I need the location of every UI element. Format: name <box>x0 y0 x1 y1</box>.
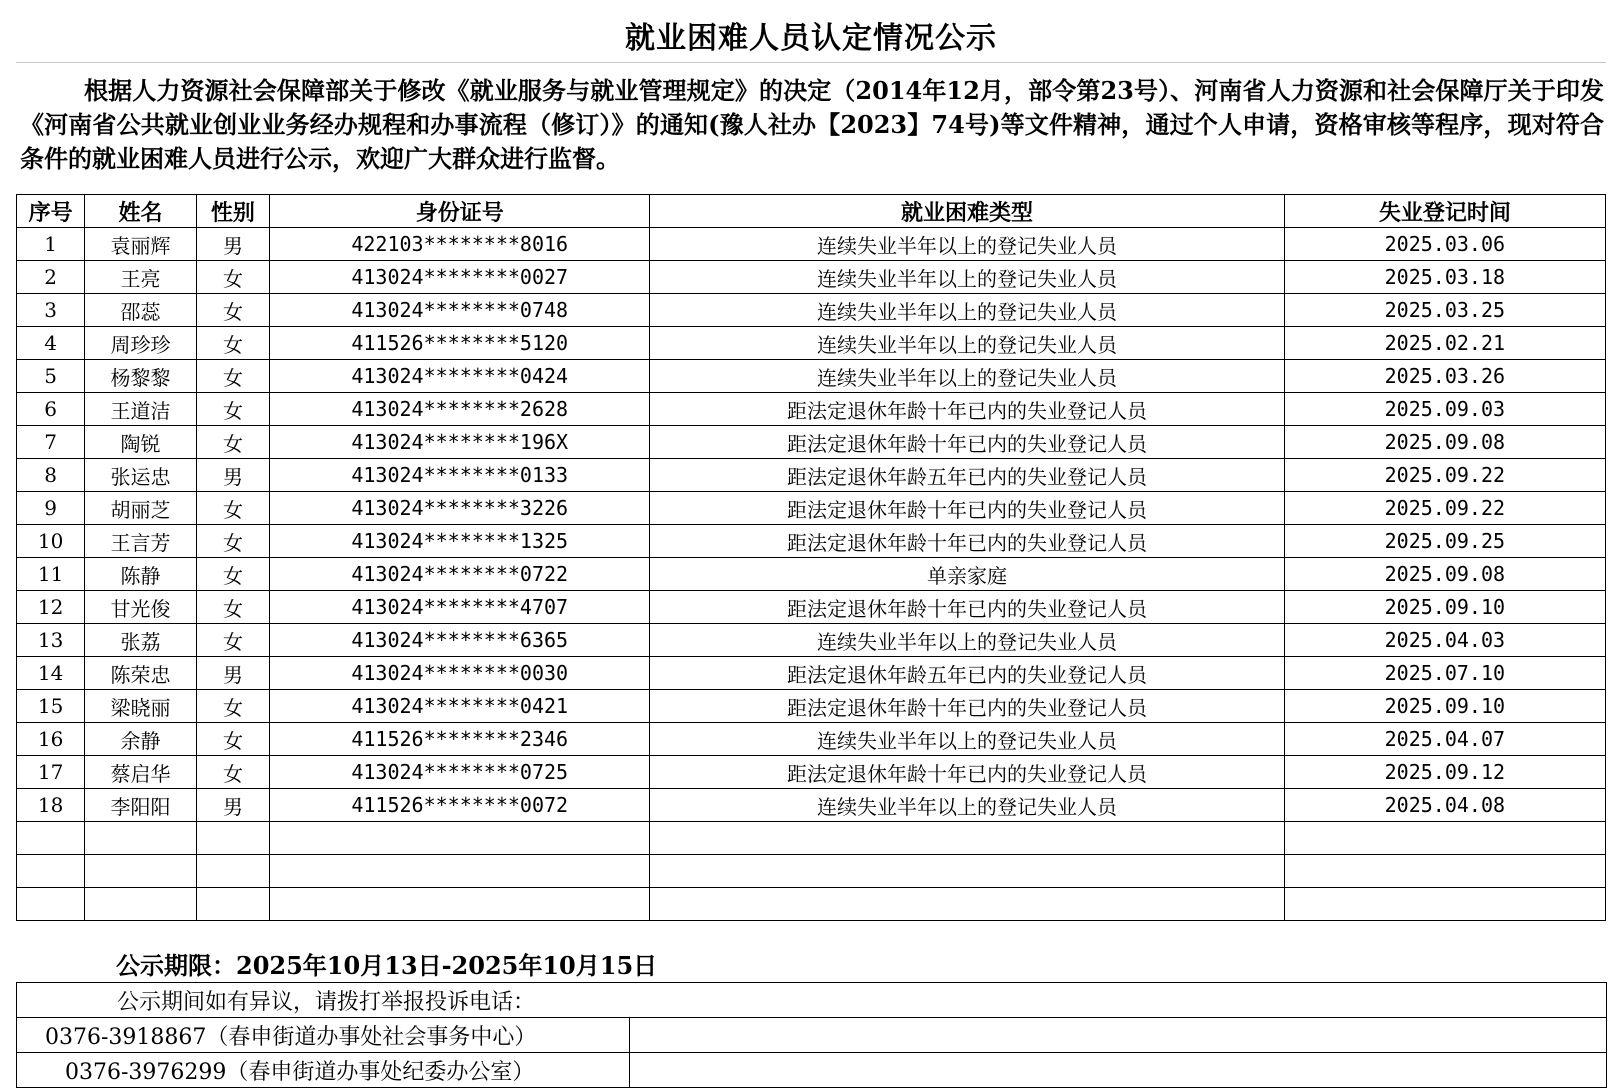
cell-gender: 女 <box>196 426 269 459</box>
cell-id-number: 411526********0072 <box>270 789 650 822</box>
table-row <box>17 492 1606 525</box>
empty-cell <box>17 822 85 855</box>
table-row <box>17 756 1606 789</box>
phone-row <box>17 1053 1607 1088</box>
header-index: 序号 <box>17 195 85 228</box>
table-row <box>17 525 1606 558</box>
cell-registration-date: 2025.04.03 <box>1284 624 1605 657</box>
cell-name: 邵蕊 <box>85 294 197 327</box>
empty-cell <box>270 888 650 921</box>
empty-cell <box>196 888 269 921</box>
empty-table-row <box>17 822 1606 855</box>
cell-difficulty-type: 距法定退休年龄十年已内的失业登记人员 <box>650 525 1284 558</box>
cell-difficulty-type: 连续失业半年以上的登记失业人员 <box>650 261 1284 294</box>
empty-cell <box>85 888 197 921</box>
cell-index: 8 <box>17 459 85 492</box>
empty-cell <box>17 888 85 921</box>
cell-name: 王言芳 <box>85 525 197 558</box>
cell-difficulty-type: 连续失业半年以上的登记失业人员 <box>650 360 1284 393</box>
cell-gender: 女 <box>196 294 269 327</box>
cell-id-number: 413024********0027 <box>270 261 650 294</box>
cell-difficulty-type: 单亲家庭 <box>650 558 1284 591</box>
cell-gender: 女 <box>196 756 269 789</box>
cell-difficulty-type: 连续失业半年以上的登记失业人员 <box>650 624 1284 657</box>
cell-registration-date: 2025.03.26 <box>1284 360 1605 393</box>
empty-cell <box>650 888 1284 921</box>
cell-gender: 男 <box>196 657 269 690</box>
phone-row <box>17 1018 1607 1053</box>
table-row <box>17 459 1606 492</box>
header-difficulty-type: 就业困难类型 <box>650 195 1284 228</box>
complaint-label: 公示期间如有异议，请拨打举报投诉电话： <box>17 983 1607 1018</box>
empty-cell <box>650 855 1284 888</box>
phone-social-affairs: 0376-3918867（春申街道办事处社会事务中心） <box>17 1018 630 1053</box>
cell-id-number: 413024********196X <box>270 426 650 459</box>
cell-difficulty-type: 连续失业半年以上的登记失业人员 <box>650 789 1284 822</box>
cell-registration-date: 2025.03.06 <box>1284 228 1605 261</box>
table-row <box>17 327 1606 360</box>
empty-cell <box>270 855 650 888</box>
cell-gender: 女 <box>196 492 269 525</box>
cell-gender: 女 <box>196 261 269 294</box>
cell-name: 张荔 <box>85 624 197 657</box>
cell-index: 11 <box>17 558 85 591</box>
cell-id-number: 411526********5120 <box>270 327 650 360</box>
cell-name: 甘光俊 <box>85 591 197 624</box>
empty-cell <box>196 822 269 855</box>
empty-cell <box>196 855 269 888</box>
cell-index: 9 <box>17 492 85 525</box>
cell-registration-date: 2025.09.12 <box>1284 756 1605 789</box>
cell-registration-date: 2025.09.22 <box>1284 492 1605 525</box>
table-row <box>17 591 1606 624</box>
table-row <box>17 393 1606 426</box>
cell-index: 18 <box>17 789 85 822</box>
cell-index: 7 <box>17 426 85 459</box>
cell-id-number: 413024********0424 <box>270 360 650 393</box>
empty-cell <box>85 855 197 888</box>
cell-difficulty-type: 距法定退休年龄十年已内的失业登记人员 <box>650 591 1284 624</box>
cell-difficulty-type: 距法定退休年龄十年已内的失业登记人员 <box>650 426 1284 459</box>
empty-table-row <box>17 855 1606 888</box>
cell-index: 4 <box>17 327 85 360</box>
cell-id-number: 413024********0030 <box>270 657 650 690</box>
empty-cell <box>1284 822 1605 855</box>
header-name: 姓名 <box>85 195 197 228</box>
cell-registration-date: 2025.09.25 <box>1284 525 1605 558</box>
cell-id-number: 413024********1325 <box>270 525 650 558</box>
phone-row-blank <box>630 1053 1607 1088</box>
table-row <box>17 723 1606 756</box>
cell-difficulty-type: 距法定退休年龄十年已内的失业登记人员 <box>650 690 1284 723</box>
cell-gender: 女 <box>196 723 269 756</box>
cell-gender: 女 <box>196 624 269 657</box>
cell-difficulty-type: 连续失业半年以上的登记失业人员 <box>650 294 1284 327</box>
cell-registration-date: 2025.04.08 <box>1284 789 1605 822</box>
cell-index: 5 <box>17 360 85 393</box>
cell-difficulty-type: 距法定退休年龄十年已内的失业登记人员 <box>650 756 1284 789</box>
table-row <box>17 558 1606 591</box>
table-header-row <box>17 195 1606 228</box>
cell-index: 15 <box>17 690 85 723</box>
cell-name: 王亮 <box>85 261 197 294</box>
table-body <box>17 228 1606 921</box>
page-title: 就业困难人员认定情况公示 <box>16 16 1606 63</box>
cell-gender: 女 <box>196 393 269 426</box>
cell-name: 王道洁 <box>85 393 197 426</box>
cell-name: 袁丽辉 <box>85 228 197 261</box>
cell-name: 蔡启华 <box>85 756 197 789</box>
header-registration-date: 失业登记时间 <box>1284 195 1605 228</box>
complaint-label-row <box>17 983 1607 1018</box>
cell-id-number: 422103********8016 <box>270 228 650 261</box>
cell-index: 2 <box>17 261 85 294</box>
cell-index: 13 <box>17 624 85 657</box>
cell-name: 梁晓丽 <box>85 690 197 723</box>
cell-difficulty-type: 连续失业半年以上的登记失业人员 <box>650 228 1284 261</box>
cell-index: 6 <box>17 393 85 426</box>
cell-id-number: 413024********4707 <box>270 591 650 624</box>
cell-registration-date: 2025.02.21 <box>1284 327 1605 360</box>
cell-index: 12 <box>17 591 85 624</box>
cell-id-number: 413024********0748 <box>270 294 650 327</box>
cell-name: 杨黎黎 <box>85 360 197 393</box>
cell-registration-date: 2025.03.25 <box>1284 294 1605 327</box>
cell-id-number: 413024********0421 <box>270 690 650 723</box>
table-row <box>17 294 1606 327</box>
notice-sheet <box>16 16 1606 1085</box>
table-row <box>17 228 1606 261</box>
cell-name: 胡丽芝 <box>85 492 197 525</box>
cell-difficulty-type: 连续失业半年以上的登记失业人员 <box>650 723 1284 756</box>
cell-registration-date: 2025.04.07 <box>1284 723 1605 756</box>
cell-registration-date: 2025.09.22 <box>1284 459 1605 492</box>
cell-index: 1 <box>17 228 85 261</box>
cell-id-number: 411526********2346 <box>270 723 650 756</box>
cell-registration-date: 2025.09.03 <box>1284 393 1605 426</box>
cell-id-number: 413024********6365 <box>270 624 650 657</box>
empty-cell <box>17 855 85 888</box>
cell-difficulty-type: 距法定退休年龄五年已内的失业登记人员 <box>650 459 1284 492</box>
cell-gender: 女 <box>196 525 269 558</box>
table-row <box>17 657 1606 690</box>
cell-difficulty-type: 连续失业半年以上的登记失业人员 <box>650 327 1284 360</box>
notice-period: 公示期限：2025年10月13日-2025年10月15日 <box>116 951 658 980</box>
cell-gender: 女 <box>196 591 269 624</box>
empty-cell <box>270 822 650 855</box>
cell-difficulty-type: 距法定退休年龄十年已内的失业登记人员 <box>650 492 1284 525</box>
cell-gender: 女 <box>196 327 269 360</box>
phone-row-blank <box>630 1018 1607 1053</box>
cell-name: 周珍珍 <box>85 327 197 360</box>
empty-cell <box>650 822 1284 855</box>
cell-registration-date: 2025.07.10 <box>1284 657 1605 690</box>
cell-gender: 女 <box>196 690 269 723</box>
cell-registration-date: 2025.09.08 <box>1284 426 1605 459</box>
header-id-number: 身份证号 <box>270 195 650 228</box>
cell-name: 陈静 <box>85 558 197 591</box>
cell-id-number: 413024********0725 <box>270 756 650 789</box>
cell-id-number: 413024********0722 <box>270 558 650 591</box>
cell-id-number: 413024********3226 <box>270 492 650 525</box>
table-row <box>17 624 1606 657</box>
cell-registration-date: 2025.09.10 <box>1284 591 1605 624</box>
cell-registration-date: 2025.03.18 <box>1284 261 1605 294</box>
cell-index: 3 <box>17 294 85 327</box>
empty-cell <box>1284 855 1605 888</box>
cell-registration-date: 2025.09.10 <box>1284 690 1605 723</box>
cell-gender: 男 <box>196 789 269 822</box>
cell-index: 16 <box>17 723 85 756</box>
intro-paragraph: 根据人力资源社会保障部关于修改《就业服务与就业管理规定》的决定（2014年12月，部令第23号）、河南省人力资源和社会保障厅关于印发《河南省公共就业创业业务经办规程和办事流程（修订）》的通知(豫人社办【2023】74号)等文件精神，通过个人申请，资格审核等程序，现对符合条件的就业困难人员进行公示，欢迎广大群众进行监督。 <box>20 76 1604 173</box>
cell-name: 陈荣忠 <box>85 657 197 690</box>
cell-name: 余静 <box>85 723 197 756</box>
table-row <box>17 426 1606 459</box>
table-row <box>17 261 1606 294</box>
table-row <box>17 789 1606 822</box>
cell-gender: 男 <box>196 228 269 261</box>
table-row <box>17 360 1606 393</box>
cell-index: 17 <box>17 756 85 789</box>
cell-index: 14 <box>17 657 85 690</box>
cell-difficulty-type: 距法定退休年龄十年已内的失业登记人员 <box>650 393 1284 426</box>
cell-name: 张运忠 <box>85 459 197 492</box>
cell-gender: 女 <box>196 360 269 393</box>
phone-discipline-office: 0376-3976299（春申街道办事处纪委办公室） <box>17 1053 630 1088</box>
empty-cell <box>85 822 197 855</box>
cell-difficulty-type: 距法定退休年龄五年已内的失业登记人员 <box>650 657 1284 690</box>
cell-registration-date: 2025.09.08 <box>1284 558 1605 591</box>
empty-cell <box>1284 888 1605 921</box>
cell-gender: 男 <box>196 459 269 492</box>
cell-gender: 女 <box>196 558 269 591</box>
cell-name: 李阳阳 <box>85 789 197 822</box>
empty-table-row <box>17 888 1606 921</box>
cell-id-number: 413024********0133 <box>270 459 650 492</box>
cell-name: 陶锐 <box>85 426 197 459</box>
header-gender: 性别 <box>196 195 269 228</box>
table-row <box>17 690 1606 723</box>
cell-index: 10 <box>17 525 85 558</box>
cell-id-number: 413024********2628 <box>270 393 650 426</box>
personnel-table <box>16 194 1606 921</box>
complaint-table <box>16 982 1607 1088</box>
